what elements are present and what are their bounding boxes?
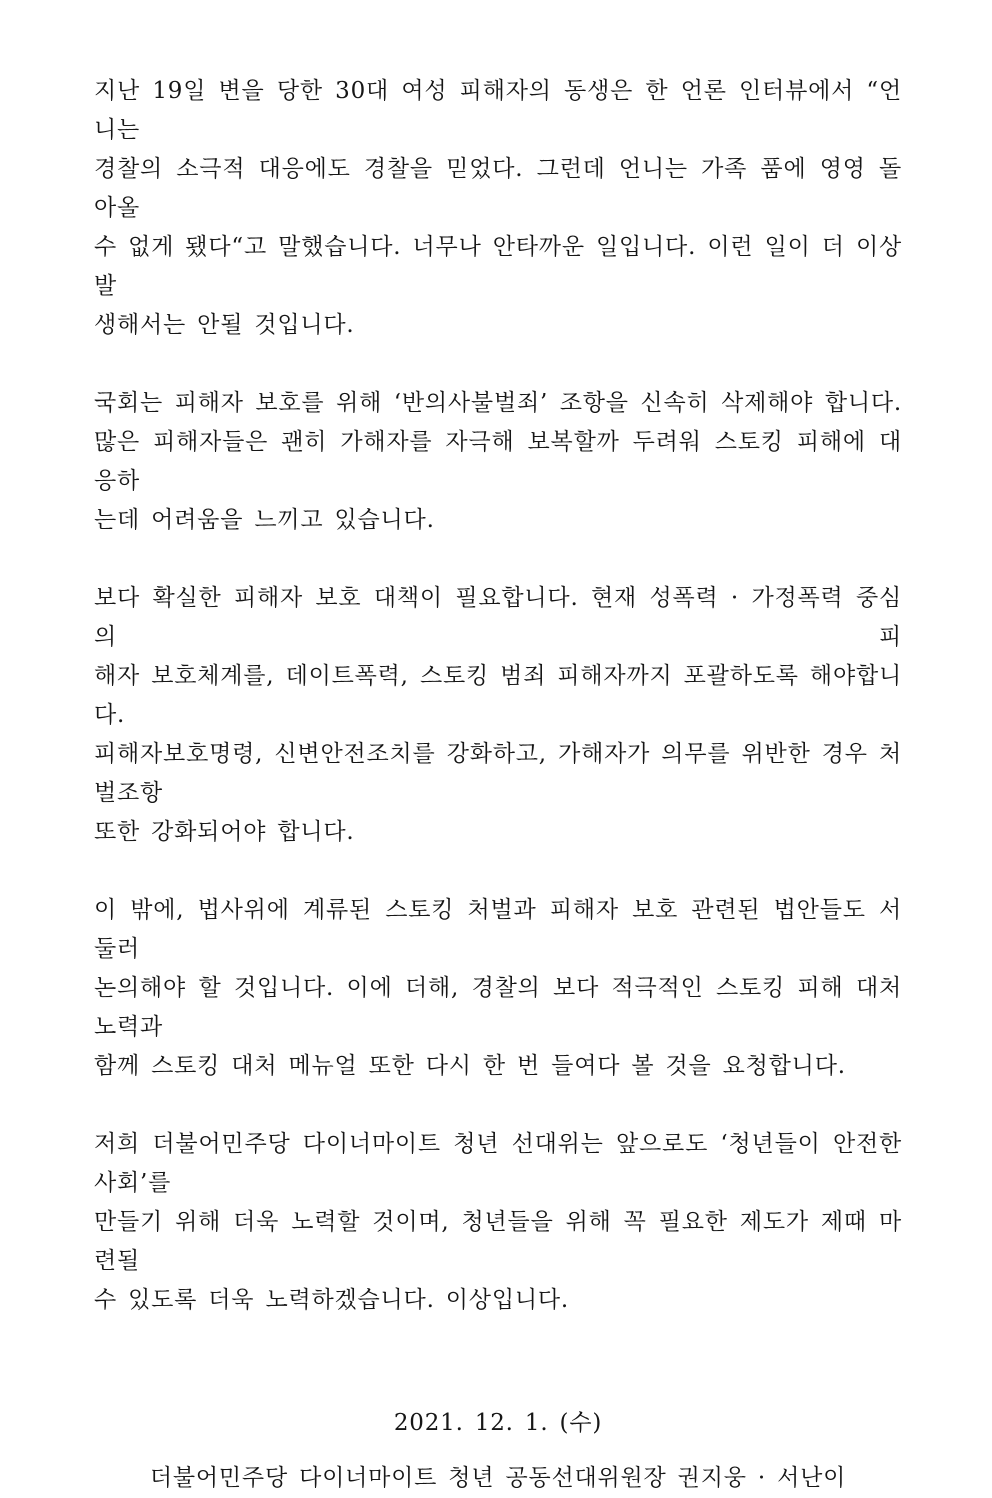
text-line: 수 있도록 더욱 노력하겠습니다. 이상입니다. — [94, 1287, 569, 1313]
paragraph-3 — [94, 579, 902, 852]
paragraph-1 — [94, 72, 902, 345]
text-line: 함께 스토킹 대처 메뉴얼 또한 다시 한 번 들여다 볼 것을 요청합니다. — [94, 1053, 846, 1079]
signature-line: 더불어민주당 다이너마이트 청년 공동선대위원장 권지웅 · 서난이 — [149, 1465, 847, 1491]
text-line: 생해서는 안될 것입니다. — [94, 312, 355, 338]
text-line: 수 없게 됐다“고 말했습니다. 너무나 안타까운 일입니다. 이런 일이 더 이상 발 — [94, 234, 902, 299]
text-line: 피해자보호명령, 신변안전조치를 강화하고, 가해자가 의무를 위반한 경우 처벌조항 — [94, 741, 902, 806]
text-line: 또한 강화되어야 합니다. — [94, 819, 355, 845]
text-line: 보다 확실한 피해자 보호 대책이 필요합니다. 현재 성폭력 · 가정폭력 중심의 피 — [94, 585, 902, 650]
text-line: 많은 피해자들은 괜히 가해자를 자극해 보복할까 두려워 스토킹 피해에 대응하 — [94, 429, 902, 494]
text-line: 는데 어려움을 느끼고 있습니다. — [94, 507, 435, 533]
text-line: 국회는 피해자 보호를 위해 ‘반의사불벌죄’ 조항을 신속히 삭제해야 합니다. — [94, 390, 902, 416]
text-line: 논의해야 할 것입니다. 이에 더해, 경찰의 보다 적극적인 스토킹 피해 대처 노력과 — [94, 975, 902, 1040]
text-line: 만들기 위해 더욱 노력할 것이며, 청년들을 위해 꼭 필요한 제도가 제때 마련될 — [94, 1209, 902, 1274]
date-line: 2021. 12. 1. (수) — [393, 1410, 603, 1436]
text-line: 이 밖에, 법사위에 계류된 스토킹 처벌과 피해자 보호 관련된 법안들도 서둘러 — [94, 897, 902, 962]
text-line: 해자 보호체계를, 데이트폭력, 스토킹 범죄 피해자까지 포괄하도록 해야합니다. — [94, 663, 902, 728]
paragraph-5 — [94, 1125, 902, 1320]
text-line: 경찰의 소극적 대응에도 경찰을 믿었다. 그런데 언니는 가족 품에 영영 돌아올 — [94, 156, 902, 221]
paragraph-4 — [94, 891, 902, 1086]
text-line: 지난 19일 변을 당한 30대 여성 피해자의 동생은 한 언론 인터뷰에서 “언니는 — [94, 78, 902, 143]
text-line: 저희 더불어민주당 다이너마이트 청년 선대위는 앞으로도 ‘청년들이 안전한 사회’를 — [94, 1131, 902, 1196]
paragraph-2 — [94, 384, 902, 540]
